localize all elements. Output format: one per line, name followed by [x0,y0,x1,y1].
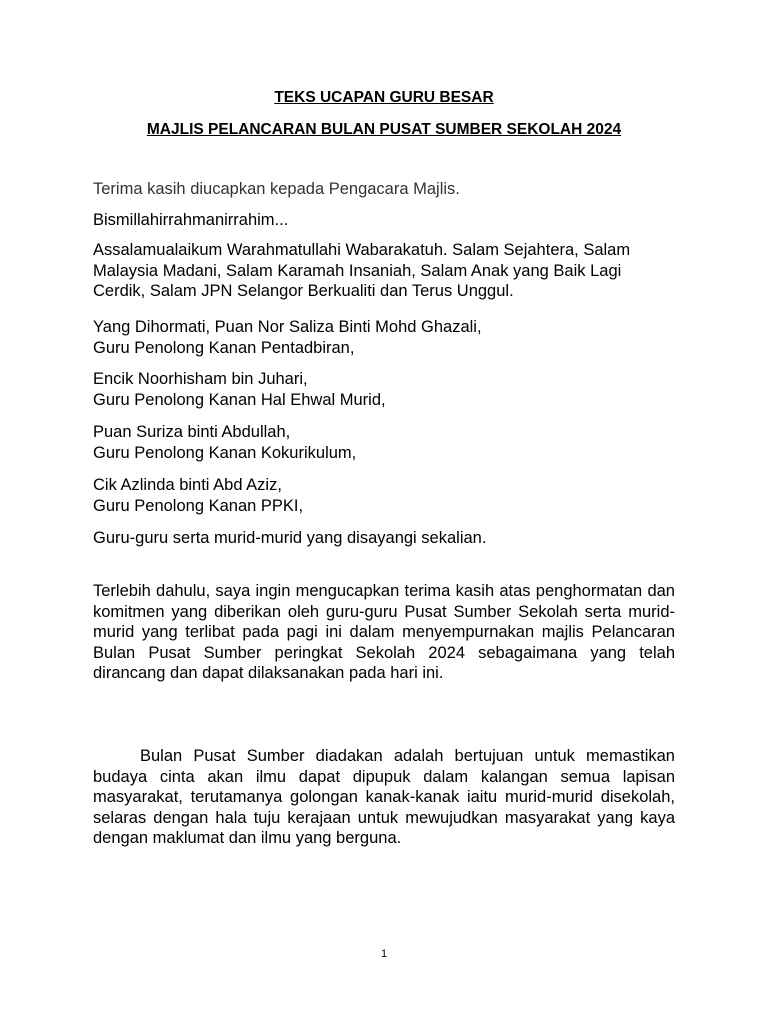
body-paragraph: Terlebih dahulu, saya ingin mengucapkan terima kasih atas penghormatan dan komitmen yang diberikan oleh guru-guru Pusat Sumber Sekolah serta murid-murid yang terlibat pada pagi ini dalam menyempurnakan majlis Pelancaran Bulan Pusat Sumber peringkat Sekolah 2024 sebagaimana yang telah dirancang dan dapat dilaksanakan pada hari ini. [93,582,675,682]
dignitary-role: Guru Penolong Kanan PPKI, [93,496,304,515]
salam-paragraph: Assalamualaikum Warahmatullahi Wabarakatuh. Salam Sejahtera, Salam Malaysia Madani, Salam Karamah Insaniah, Salam Anak yang Baik Lagi Cerdik, Salam JPN Selangor Berkualiti dan Terus Unggul. [93,241,631,300]
dignitary-role: Guru Penolong Kanan Hal Ehwal Murid, [93,390,386,409]
dignitary-name: Puan Suriza binti Abdullah, [93,423,291,441]
dignitary-block [93,317,675,358]
dignitary-name: Yang Dihormati, Puan Nor Saliza Binti Mohd Ghazali, [93,318,482,336]
dignitary-block [93,475,675,516]
dignitary-name: Encik Noorhisham bin Juhari, [93,370,308,388]
dignitary-name: Cik Azlinda binti Abd Aziz, [93,476,282,494]
speech-title: TEKS UCAPAN GURU BESAR [274,89,494,106]
dignitary-role: Guru Penolong Kanan Pentadbiran, [93,338,355,357]
bismillah-line: Bismillahirrahmanirrahim... [93,211,289,229]
audience-greeting: Guru-guru serta murid-murid yang disayangi sekalian. [93,529,487,547]
thanks-line: Terima kasih diucapkan kepada Pengacara Majlis. [93,180,460,198]
dignitary-role: Guru Penolong Kanan Kokurikulum, [93,443,357,462]
event-title: MAJLIS PELANCARAN BULAN PUSAT SUMBER SEKOLAH 2024 [146,121,622,138]
page-number: 1 [380,948,388,960]
dignitary-block [93,369,675,410]
body-paragraph: Bulan Pusat Sumber diadakan adalah bertujuan untuk memastikan budaya cinta akan ilmu dapat dipupuk dalam kalangan semua lapisan masyarakat, terutamanya golongan kanak-kanak iaitu murid-murid disekolah, selaras dengan hala tuju kerajaan untuk mewujudkan masyarakat yang kaya dengan maklumat dan ilmu yang berguna. [93,747,675,847]
dignitary-block [93,422,675,463]
